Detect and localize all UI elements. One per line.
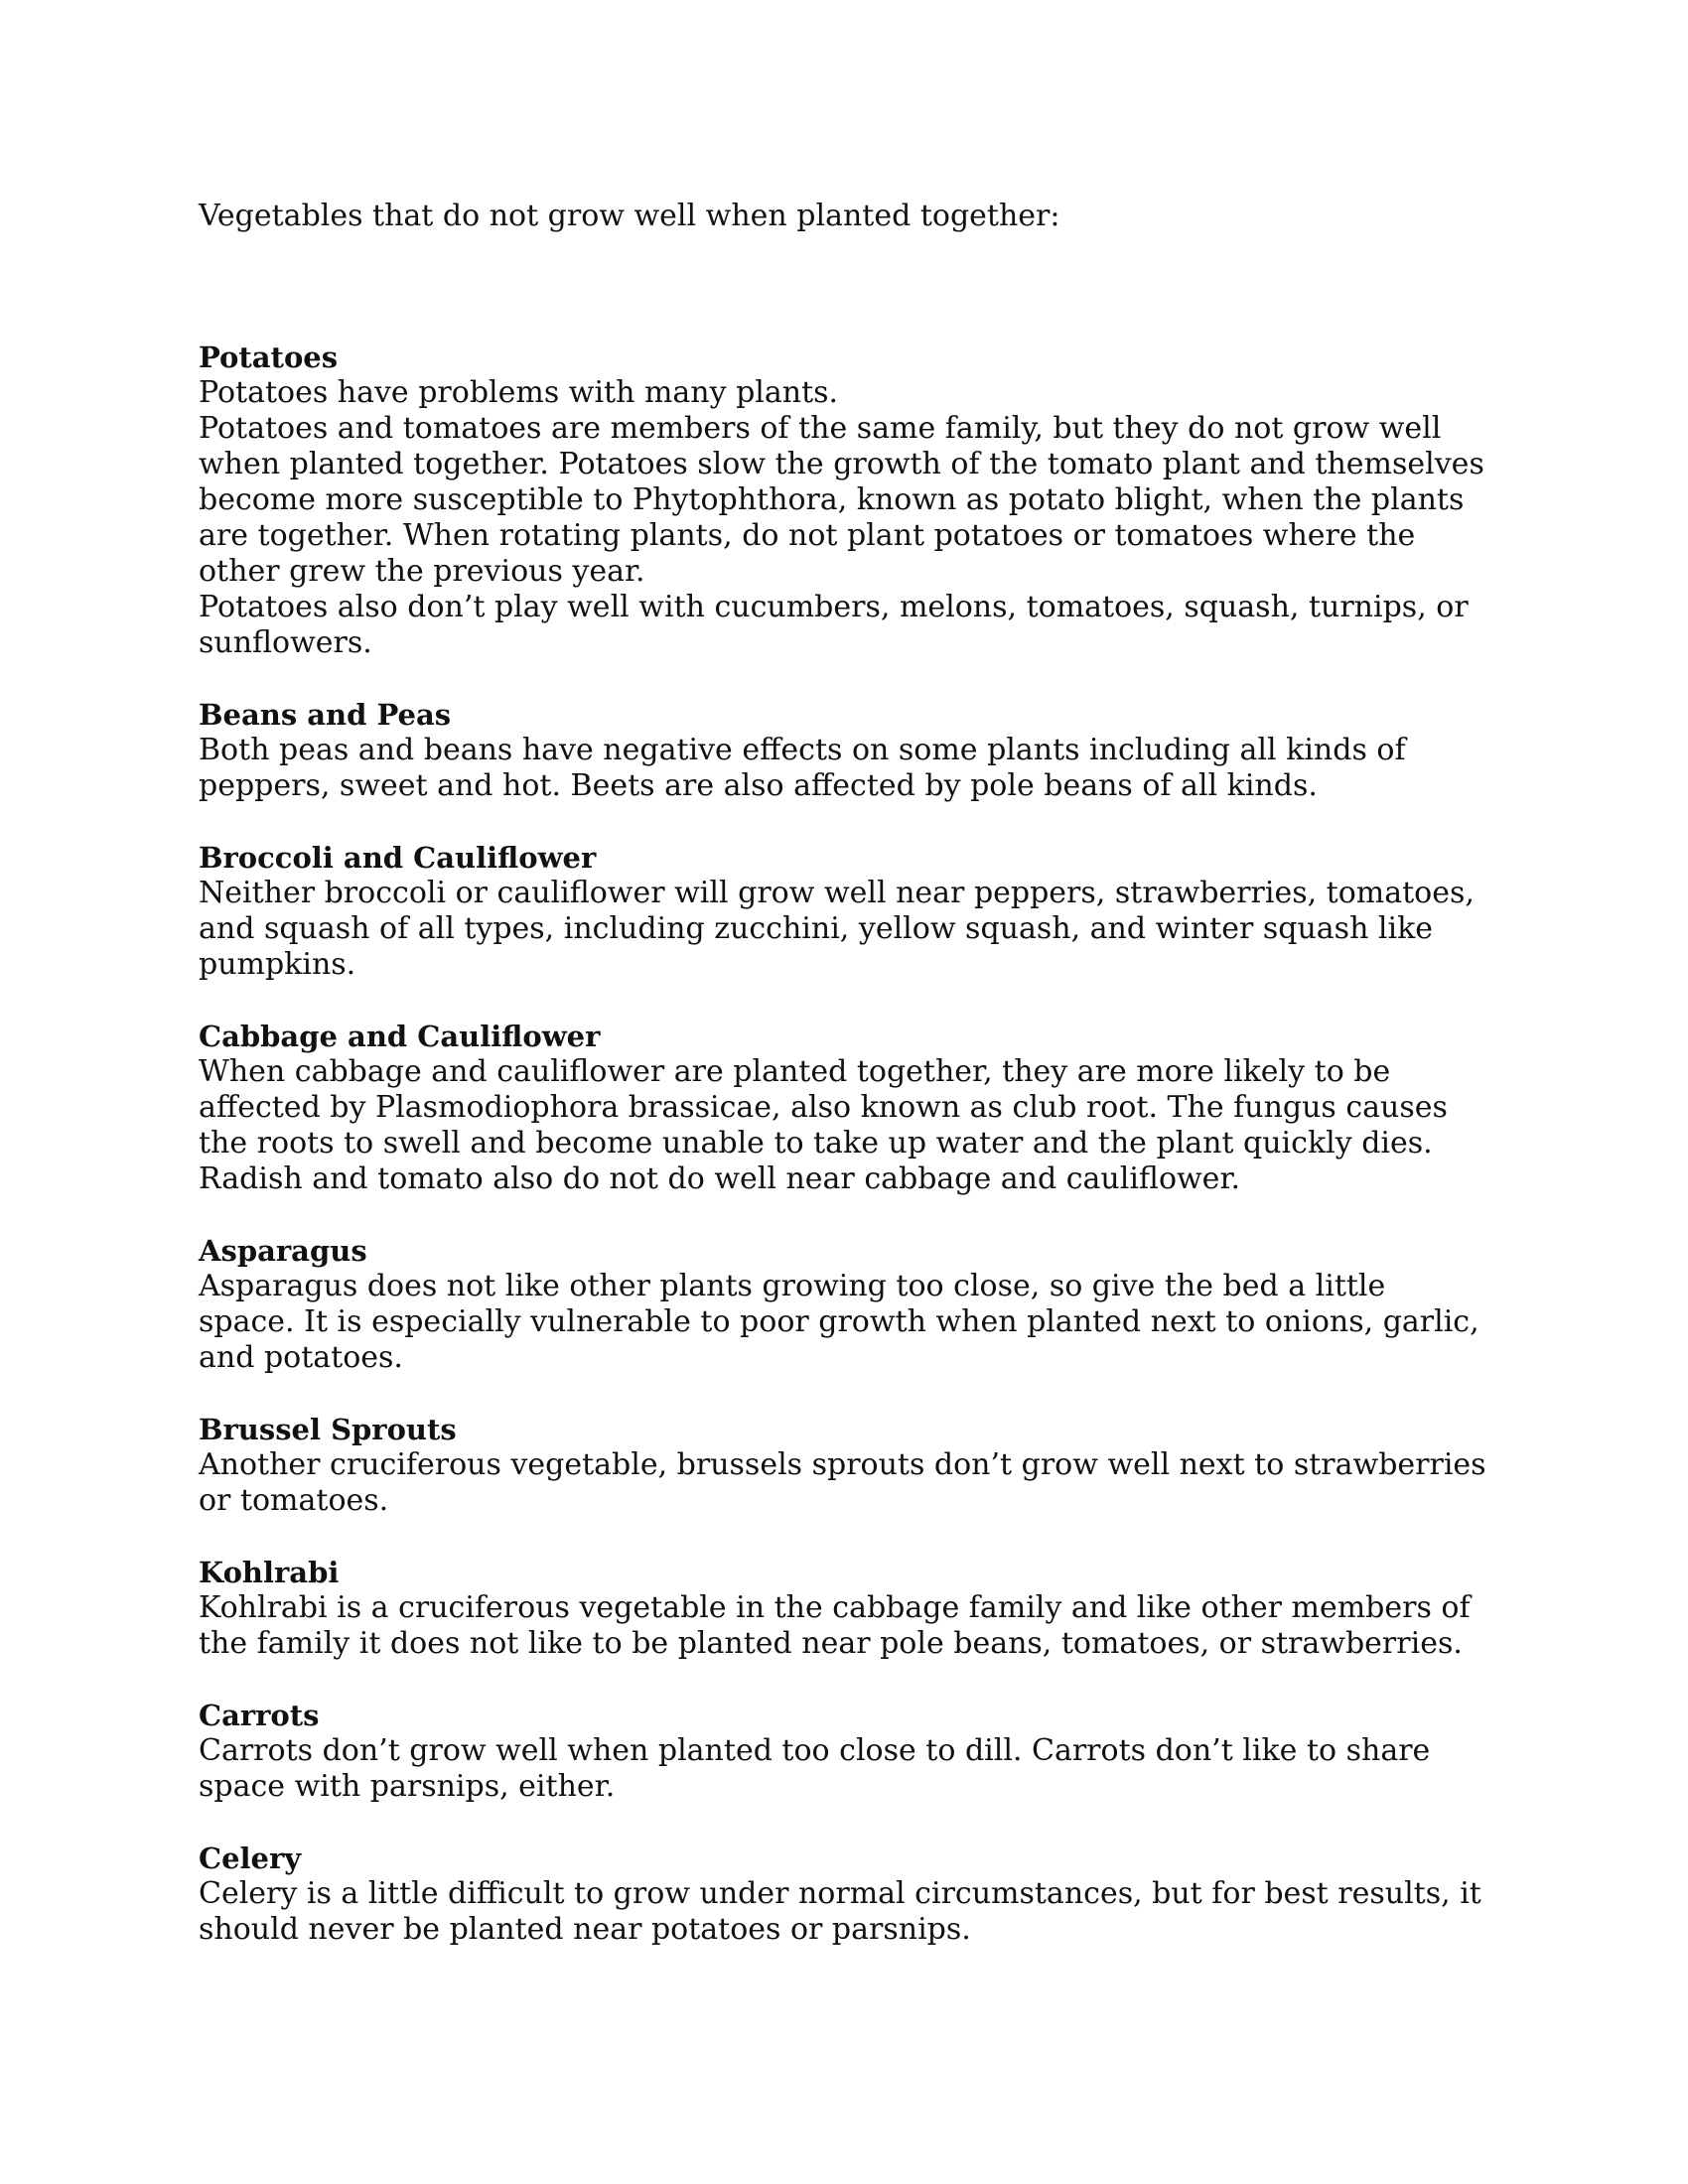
section-asparagus <box>199 1233 1489 1376</box>
section-brussel-sprouts <box>199 1412 1489 1519</box>
section-carrots <box>199 1698 1489 1805</box>
section-paragraph: Another cruciferous vegetable, brussels sprouts don’t grow well next to strawberries or tomatoes. <box>199 1447 1486 1518</box>
section-paragraph: Potatoes have problems with many plants. <box>199 375 839 410</box>
section-paragraph: When cabbage and cauliflower are planted together, they are more likely to be affected by Plasmodiophora brassicae, also known as club root. The fungus causes the roots to swell and become unable to take up water and the plant quickly dies. Radish and tomato also do not do well near cabbage and cauliflower. <box>199 1054 1448 1196</box>
section-heading: Potatoes <box>199 341 339 374</box>
section-heading: Celery <box>199 1842 302 1875</box>
section-heading: Beans and Peas <box>199 698 452 732</box>
section-heading: Asparagus <box>199 1234 367 1268</box>
sections-list <box>199 340 1489 1983</box>
section-paragraph: Asparagus does not like other plants growing too close, so give the bed a little space. It is especially vulnerable to poor growth when planted next to onions, garlic, and potatoes. <box>199 1269 1479 1375</box>
section-paragraph: Both peas and beans have negative effects on some plants including all kinds of peppers, sweet and hot. Beets are also affected by pole beans of all kinds. <box>199 733 1406 803</box>
section-cabbage-and-cauliflower <box>199 1019 1489 1197</box>
section-broccoli-and-cauliflower <box>199 840 1489 983</box>
section-paragraph: Kohlrabi is a cruciferous vegetable in the cabbage family and like other members of the family it does not like to be planted near pole beans, tomatoes, or strawberries. <box>199 1590 1471 1661</box>
section-heading: Carrots <box>199 1699 320 1732</box>
section-paragraph: Potatoes and tomatoes are members of the same family, but they do not grow well when planted together. Potatoes slow the growth of the tomato plant and themselves become more susceptible to Phytophthora, known as potato blight, when the plants are together. When rotating plants, do not plant potatoes or tomatoes where the other grew the previous year. <box>199 411 1484 589</box>
section-paragraph: Neither broccoli or cauliflower will grow well near peppers, strawberries, tomatoes, and squash of all types, including zucchini, yellow squash, and winter squash like pumpkins. <box>199 876 1475 982</box>
section-kohlrabi <box>199 1555 1489 1662</box>
section-paragraph: Potatoes also don’t play well with cucumbers, melons, tomatoes, squash, turnips, or sunflowers. <box>199 590 1469 660</box>
section-heading: Brussel Sprouts <box>199 1413 457 1446</box>
section-heading: Broccoli and Cauliflower <box>199 841 597 875</box>
section-paragraph: Celery is a little difficult to grow under normal circumstances, but for best results, it should never be planted near potatoes or parsnips. <box>199 1876 1481 1947</box>
section-paragraph: Carrots don’t grow well when planted too close to dill. Carrots don’t like to share space with parsnips, either. <box>199 1733 1431 1804</box>
section-beans-and-peas <box>199 697 1489 804</box>
section-potatoes <box>199 340 1489 661</box>
intro-text: Vegetables that do not grow well when planted together: <box>199 199 1060 233</box>
section-heading: Kohlrabi <box>199 1556 340 1589</box>
section-celery <box>199 1841 1489 1948</box>
section-heading: Cabbage and Cauliflower <box>199 1020 601 1053</box>
